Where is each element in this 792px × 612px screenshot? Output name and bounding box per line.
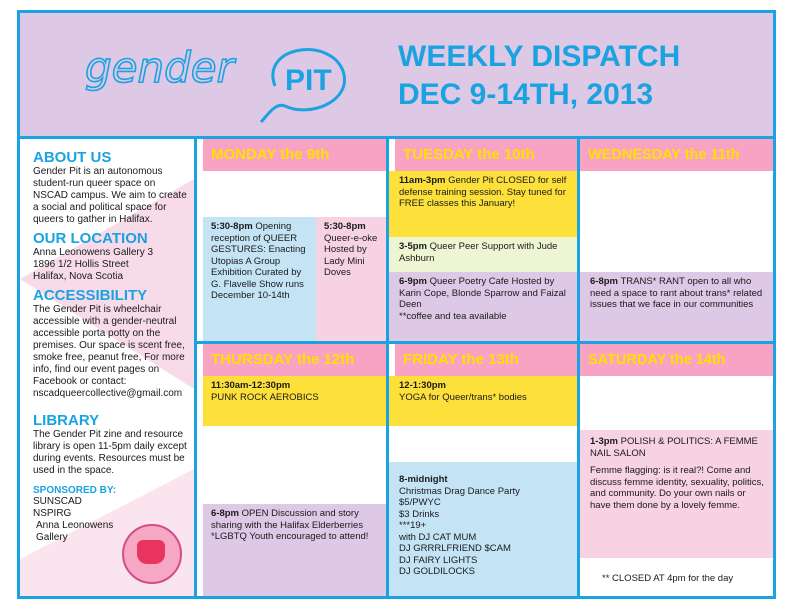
event-line: ***19+ xyxy=(399,520,427,531)
event-description: Femme flagging: is it real?! Come and discuss femme identity, sexuality, politics, and community. Do your own nails or have them done by a lovely femme. xyxy=(590,465,764,511)
location-address xyxy=(33,247,193,283)
monday-event-queereoke xyxy=(316,217,386,341)
event-line: $3 Drinks xyxy=(399,508,440,520)
event-time: 6-9pm xyxy=(399,276,427,287)
column-divider xyxy=(194,139,197,599)
friday-event-drag-party xyxy=(389,462,577,596)
saturday-header: SATURDAY the 14th xyxy=(580,344,773,376)
event-line: $5/PWYC xyxy=(399,497,441,508)
event-time: 5:30-8pm xyxy=(324,221,366,232)
about-heading: ABOUT US xyxy=(33,149,112,166)
event-text: PUNK ROCK AEROBICS xyxy=(211,391,319,403)
monday-header: MONDAY the 9th xyxy=(203,139,386,171)
wednesday-event-trans-rant xyxy=(580,272,773,341)
saturday-closing-note: ** CLOSED AT 4pm for the day xyxy=(580,558,773,596)
sponsor-item: Anna Leonowens xyxy=(36,520,114,531)
event-line: DJ GOLDILOCKS xyxy=(399,566,476,577)
dispatch-title-line2: DEC 9-14TH, 2013 xyxy=(398,78,654,111)
dispatch-title xyxy=(398,38,680,114)
event-text: Gender Pit CLOSED for self defense training session. Stay tuned for FREE classes this January! xyxy=(399,175,567,209)
sponsor-item: SUNSCAD xyxy=(33,496,82,507)
monday-event-opening xyxy=(203,217,316,341)
event-time: 1-3pm xyxy=(590,436,618,447)
friday-event-yoga xyxy=(389,376,577,426)
location-heading: OUR LOCATION xyxy=(33,230,148,247)
event-text: Queer-e-oke Hosted by Lady Mini Doves xyxy=(324,232,378,278)
thursday-empty-slot xyxy=(203,426,386,504)
friday-header: FRIDAY the 13th xyxy=(395,344,577,376)
address-line: 1896 1/2 Hollis Street xyxy=(33,259,129,270)
event-time: 11:30am-12:30pm xyxy=(211,380,291,391)
logo-gender-text: gender xyxy=(85,43,234,92)
accessibility-heading: ACCESSIBILITY xyxy=(33,287,148,304)
thursday-header: THURSDAY the 12th xyxy=(203,344,386,376)
event-text: Queer Poetry Cafe Hosted by Karin Cope, Blonde Sparrow and Faizal Deen xyxy=(399,276,566,310)
event-time: 3-5pm xyxy=(399,241,427,252)
friday-empty-slot xyxy=(389,426,577,462)
event-line: DJ FAIRY LIGHTS xyxy=(399,554,478,566)
sidebar xyxy=(20,139,194,596)
saturday-empty-slot xyxy=(580,376,773,430)
event-time: 6-8pm xyxy=(590,276,618,287)
event-line: Christmas Drag Dance Party xyxy=(399,485,520,497)
address-line: Anna Leonowens Gallery 3 xyxy=(33,247,154,258)
wednesday-header: WEDNESDAY the 11th xyxy=(580,139,773,171)
saturday-event-nail-salon xyxy=(580,430,773,558)
tuesday-event-peer-support xyxy=(389,237,577,272)
logo-pit-text: PIT xyxy=(285,64,332,97)
address-line: Halifax, Nova Scotia xyxy=(33,271,124,282)
raised-fist-icon xyxy=(137,540,165,564)
event-time: 11am-3pm xyxy=(399,175,446,186)
tuesday-event-closed xyxy=(389,171,577,237)
event-time: 6-8pm xyxy=(211,508,239,519)
about-text: Gender Pit is an autonomous student-run queer space on NSCAD campus. We aim to create a social and political space for queers to gather in Halifax. xyxy=(33,166,187,225)
tuesday-event-poetry xyxy=(389,272,577,341)
event-time: 8-midnight xyxy=(399,474,448,485)
wednesday-empty-slot xyxy=(580,171,773,272)
library-heading: LIBRARY xyxy=(33,412,100,429)
sponsor-item: Gallery xyxy=(36,532,68,543)
tuesday-header: TUESDAY the 10th xyxy=(395,139,577,171)
event-time: 12-1:30pm xyxy=(399,380,446,391)
sponsor-item: NSPIRG xyxy=(33,508,72,519)
event-text: TRANS* RANT open to all who need a space to rant about trans* related issues that we face in our communities xyxy=(590,276,763,310)
contact-email[interactable]: nscadqueercollective@gmail.com xyxy=(33,388,183,399)
event-line: with DJ CAT MUM xyxy=(399,531,477,543)
library-text: The Gender Pit zine and resource library is open 11-5pm daily except during events. Resources must be used in the space. xyxy=(33,429,187,476)
dispatch-title-line1: WEEKLY DISPATCH xyxy=(398,40,681,73)
sponsored-heading: SPONSORED BY: xyxy=(33,485,117,496)
event-text: Queer Peer Support with Jude Ashburn xyxy=(399,241,558,264)
thursday-event-discussion xyxy=(203,504,386,596)
event-line: DJ GRRRLFRIEND $CAM xyxy=(399,543,511,554)
event-time: 5:30-8pm xyxy=(211,221,253,232)
event-text: OPEN Discussion and story sharing with the Halifax Elderberries *LGBTQ Youth encouraged to attend! xyxy=(211,508,369,542)
event-text: Opening reception of QUEER GESTURES: Enacting Utopias A Group Exhibition Curated by G. Flavelle Show runs December 10-14th xyxy=(211,221,306,301)
event-text: POLISH & POLITICS: A FEMME NAIL SALON xyxy=(590,436,758,459)
accessibility-text: The Gender Pit is wheelchair accessible with a gender-neutral accessible porta potty on the premises. Our space is scent free, smoke free, peanut free, For more info, find our event pages on Facebook or contact: xyxy=(33,304,185,387)
thursday-event-aerobics xyxy=(203,376,386,426)
gender-pit-logo xyxy=(85,26,385,131)
event-note: **coffee and tea available xyxy=(399,310,507,322)
monday-empty-slot xyxy=(203,171,386,217)
event-text: YOGA for Queer/trans* bodies xyxy=(399,391,527,403)
